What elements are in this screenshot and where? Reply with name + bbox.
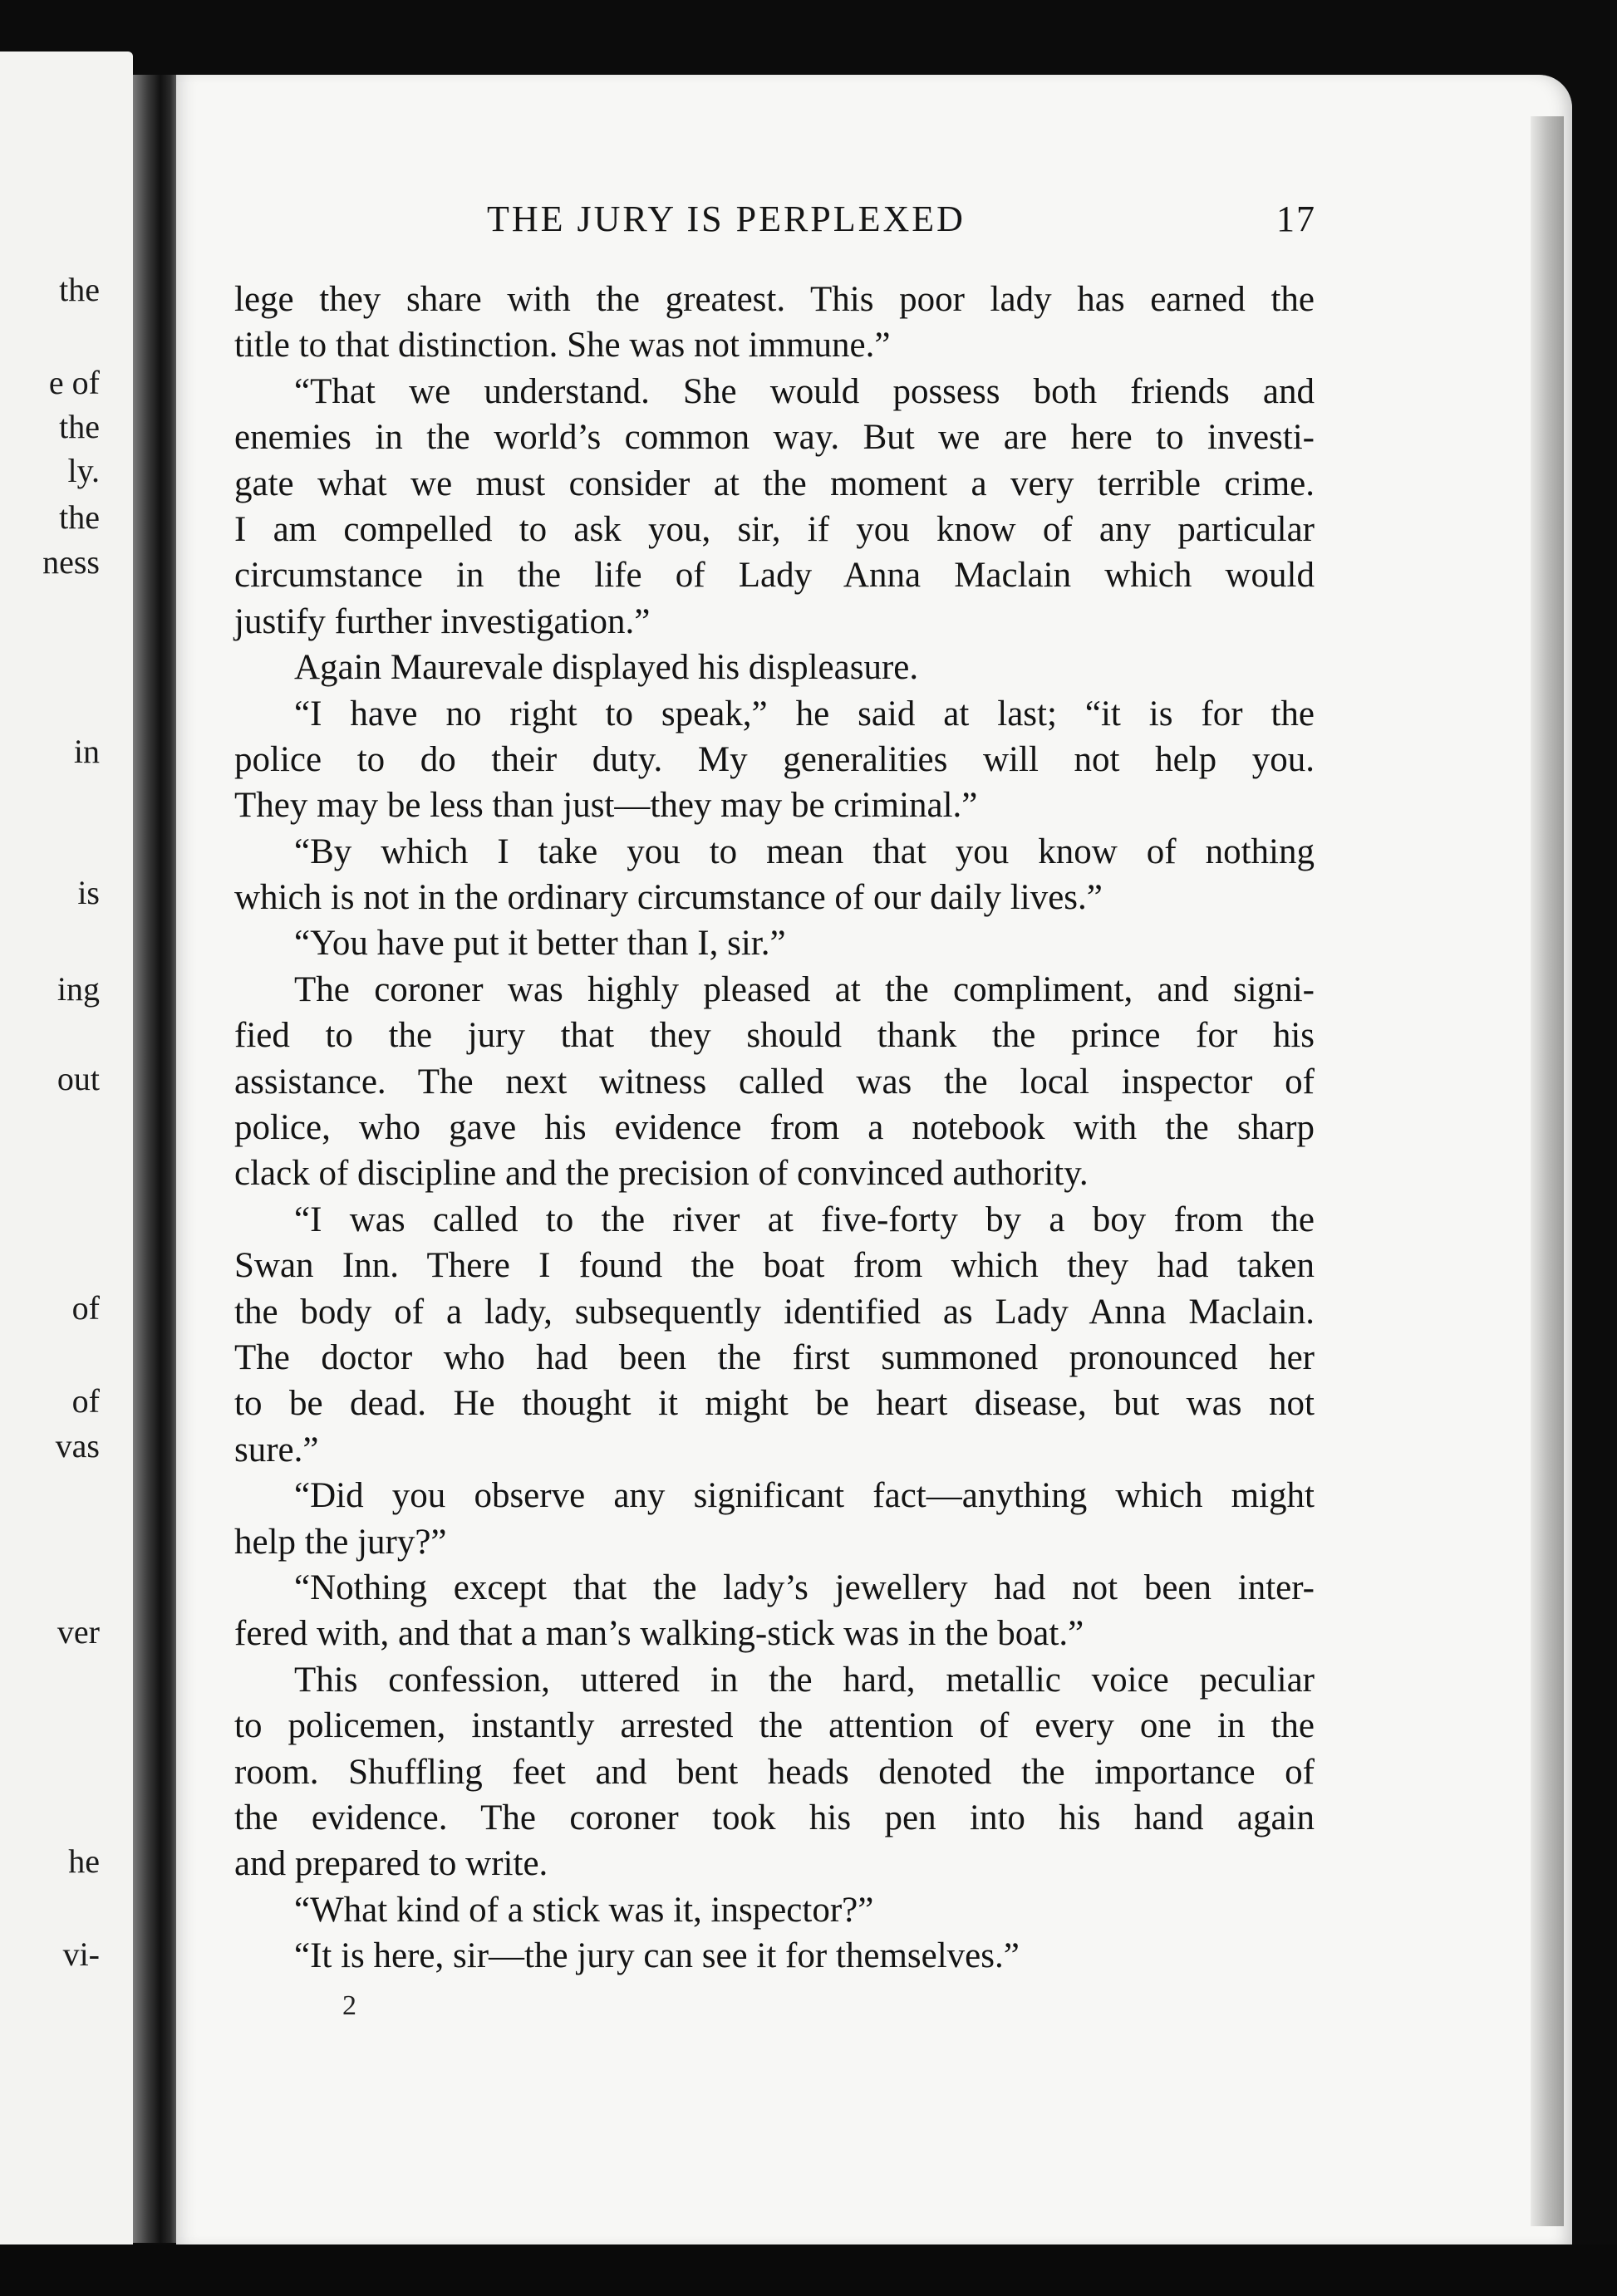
text-line (234, 1150, 1315, 1196)
text-line-content: sure.” (234, 1430, 319, 1469)
text-line (234, 920, 1315, 966)
text-line-content: title to that distinction. She was not immune.” (234, 326, 891, 365)
text-line (234, 461, 1315, 507)
facing-page-left (0, 52, 133, 2244)
text-line-content: lege they share with the greatest. This poor lady has earned the (234, 280, 1315, 319)
body-text (234, 277, 1315, 1979)
facing-page-fragment: e of (48, 364, 100, 401)
text-line-content: They may be less than just—they may be criminal.” (234, 786, 978, 826)
text-line-content: which is not in the ordinary circumstance of our daily lives.” (234, 878, 1103, 918)
text-line-content: to be dead. He thought it might be heart disease, but was not (234, 1384, 1315, 1424)
text-line (234, 829, 1315, 875)
text-line (234, 1887, 1315, 1933)
facing-page-fragment: ly. (67, 452, 100, 489)
text-line (234, 1289, 1315, 1335)
book-gutter (133, 75, 183, 2243)
text-line (234, 1335, 1315, 1381)
text-line (234, 691, 1315, 737)
text-line-content: “You have put it better than I, sir.” (294, 924, 786, 964)
text-line-content: the body of a lady, subsequently identified as Lady Anna Maclain. (234, 1292, 1315, 1332)
text-line-content: enemies in the world’s common way. But we are here to investi- (234, 418, 1315, 458)
text-line-content: The coroner was highly pleased at the compliment, and signi- (294, 969, 1315, 1009)
signature-mark: 2 (342, 1990, 356, 2021)
text-line-content: assistance. The next witness called was the local inspector of (234, 1062, 1315, 1101)
text-line-content: I am compelled to ask you, sir, if you know of any particular (234, 509, 1315, 549)
text-line-content: the evidence. The coroner took his pen into his hand again (234, 1798, 1315, 1837)
page-number: 17 (1276, 199, 1316, 239)
text-line (234, 369, 1315, 415)
facing-page-fragment: the (59, 408, 100, 445)
text-line (234, 322, 1315, 368)
text-line-content: gate what we must consider at the moment a very terrible crime. (234, 464, 1315, 503)
text-line (234, 1381, 1315, 1426)
text-line-content: “What kind of a stick was it, inspector?” (294, 1890, 874, 1930)
text-line (234, 1013, 1315, 1058)
text-line (234, 645, 1315, 690)
text-line (234, 415, 1315, 460)
text-line (234, 552, 1315, 598)
text-line-content: “I was called to the river at five-forty by a boy from the (294, 1200, 1315, 1239)
text-line-content: fered with, and that a man’s walking-stick was in the boat.” (234, 1614, 1084, 1654)
text-line (234, 783, 1315, 828)
text-line-content: The doctor who had been the first summoned pronounced her (234, 1337, 1315, 1377)
text-line (234, 1795, 1315, 1841)
text-line-content: justify further investigation.” (234, 601, 651, 641)
text-line-content: circumstance in the life of Lady Anna Maclain which would (234, 556, 1315, 596)
text-line-content: “That we understand. She would possess both friends and (294, 371, 1315, 411)
facing-page-fragment: ing (57, 970, 100, 1008)
text-line (234, 1427, 1315, 1473)
text-line (234, 1565, 1315, 1611)
facing-page-fragment: he (68, 1842, 100, 1880)
running-title: THE JURY IS PERPLEXED (487, 199, 966, 239)
text-line-content: “It is here, sir—the jury can see it for themselves.” (294, 1936, 1020, 1976)
text-line-content: This confession, uttered in the hard, metallic voice peculiar (294, 1660, 1315, 1700)
text-line (234, 507, 1315, 552)
text-line (234, 1105, 1315, 1150)
text-line-content: “By which I take you to mean that you know of nothing (294, 832, 1315, 871)
text-line-content: “Did you observe any significant fact—anything which might (294, 1476, 1315, 1516)
text-line (234, 1841, 1315, 1886)
text-line-content: “I have no right to speak,” he said at last; “it is for the (294, 694, 1315, 733)
facing-page-fragment: in (73, 733, 100, 770)
text-line (234, 1243, 1315, 1288)
facing-page-fragment: ver (57, 1613, 100, 1651)
text-line (234, 1473, 1315, 1518)
text-line (234, 1519, 1315, 1565)
text-line-content: and prepared to write. (234, 1844, 548, 1884)
text-line (234, 1657, 1315, 1703)
text-line (234, 599, 1315, 645)
page-edge (1531, 116, 1564, 2226)
text-line (234, 1933, 1315, 1979)
text-line-content: police, who gave his evidence from a notebook with the sharp (234, 1108, 1315, 1148)
text-line (234, 737, 1315, 783)
text-line (234, 1197, 1315, 1243)
text-line-content: clack of discipline and the precision of convinced authority. (234, 1154, 1089, 1194)
text-line-content: to policemen, instantly arrested the attention of every one in the (234, 1706, 1315, 1746)
text-line-content: room. Shuffling feet and bent heads denoted the importance of (234, 1752, 1315, 1792)
facing-page-fragment: is (77, 874, 100, 911)
facing-page-fragment: the (59, 498, 100, 536)
text-line-content: “Nothing except that the lady’s jewellery had not been inter- (294, 1567, 1315, 1607)
facing-page-fragment: vi- (62, 1935, 100, 1973)
facing-page-fragment: the (59, 271, 100, 308)
facing-page-fragment: of (71, 1382, 100, 1420)
scan-border-bottom (0, 2244, 1617, 2296)
text-line (234, 277, 1315, 322)
facing-page-fragment: out (57, 1060, 100, 1097)
text-line (234, 1059, 1315, 1105)
facing-page-fragment: of (71, 1289, 100, 1327)
text-line (234, 1703, 1315, 1749)
text-line-content: help the jury?” (234, 1522, 447, 1562)
text-line-content: fied to the jury that they should thank the prince for his (234, 1016, 1315, 1056)
text-line (234, 1611, 1315, 1656)
text-line (234, 967, 1315, 1013)
text-line-content: Swan Inn. There I found the boat from which they had taken (234, 1246, 1315, 1286)
text-line-content: Again Maurevale displayed his displeasure. (294, 648, 919, 688)
text-line-content: police to do their duty. My generalities will not help you. (234, 739, 1315, 779)
text-line (234, 875, 1315, 920)
facing-page-fragment: vas (55, 1427, 100, 1464)
facing-page-fragment: ness (42, 543, 100, 581)
text-line (234, 1749, 1315, 1795)
